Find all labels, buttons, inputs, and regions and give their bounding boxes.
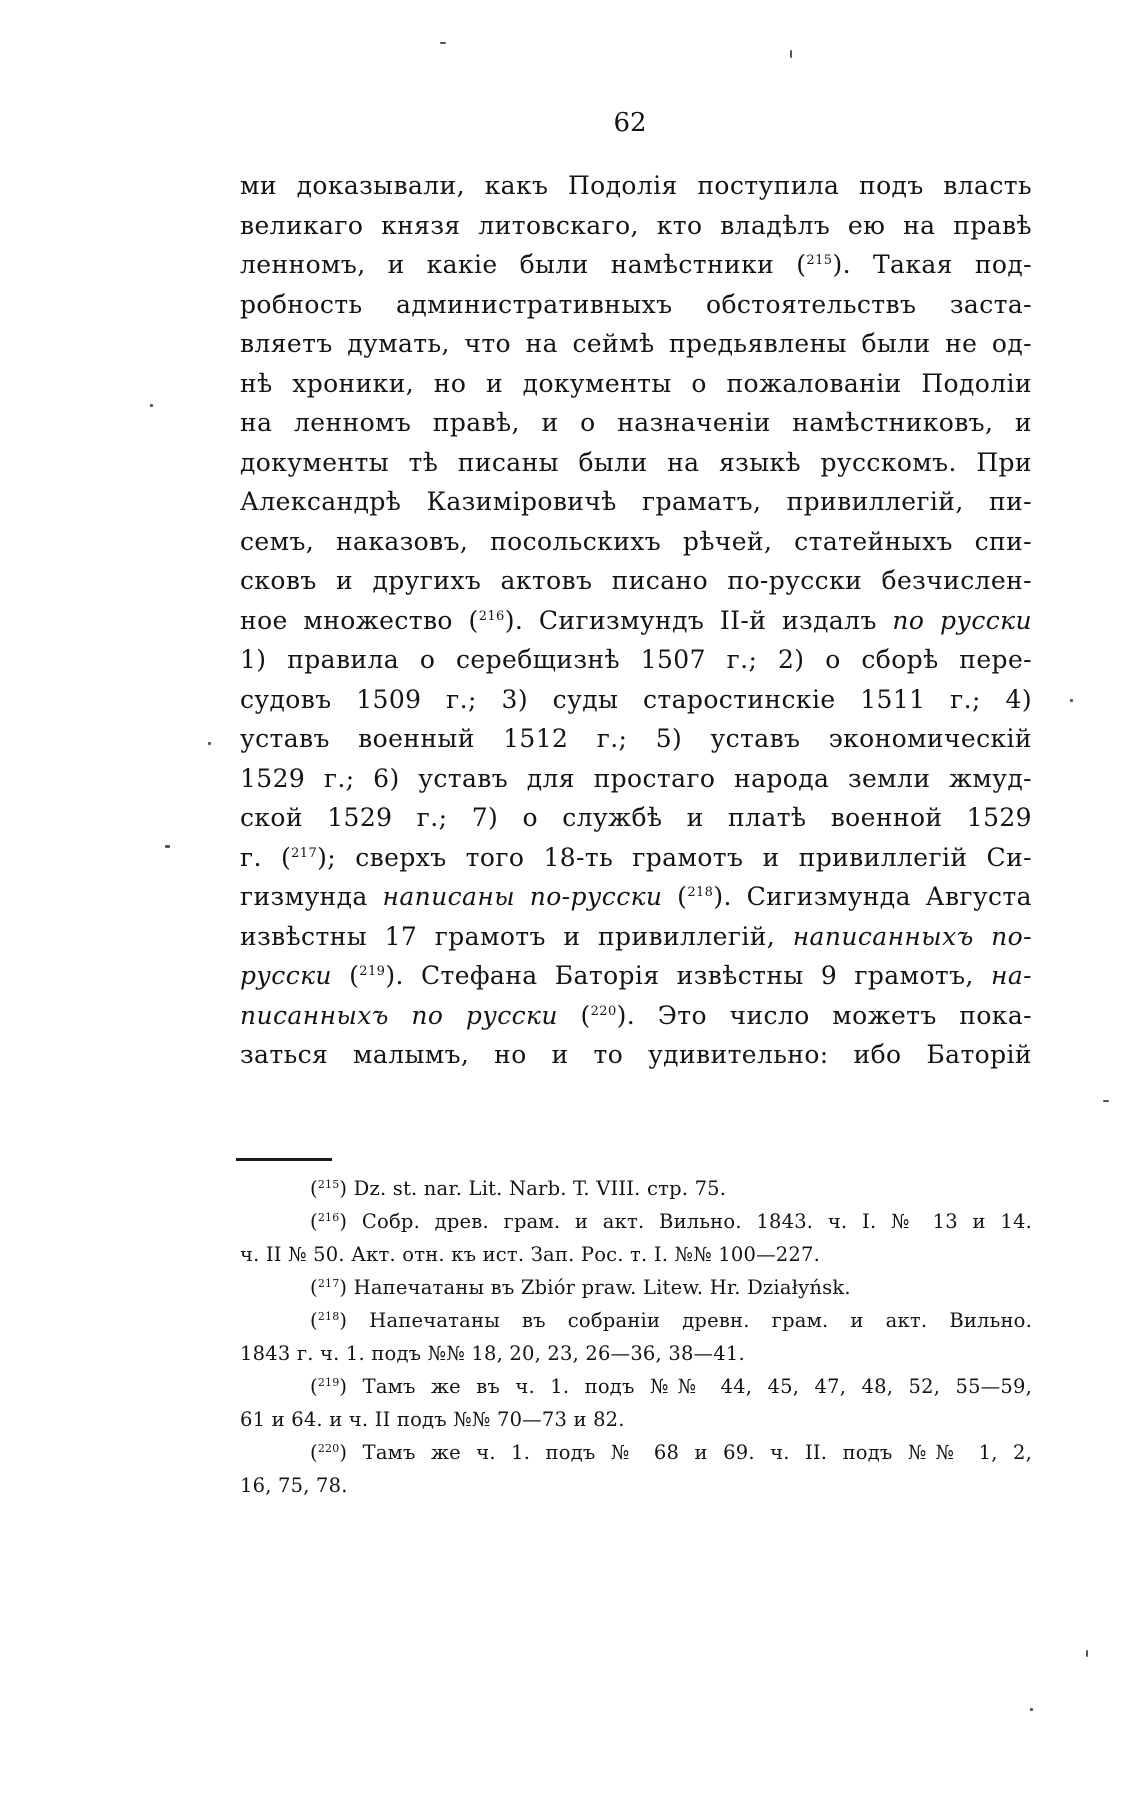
footnote-text: Dz. st. nar. Lit. Narb. T. VIII. стр. 75. xyxy=(353,1177,727,1200)
text-segment: ( xyxy=(557,1000,591,1030)
footnote-number: 219 xyxy=(317,1376,340,1389)
text-segment: ). Сигизмундъ II-й издалъ xyxy=(504,605,893,635)
text-segment: г. ( xyxy=(240,842,292,872)
print-speck xyxy=(440,42,446,44)
text-line xyxy=(240,719,1032,759)
text-line xyxy=(240,364,1032,404)
print-speck xyxy=(165,845,170,848)
footnote-bracket: ) xyxy=(339,1210,362,1233)
print-speck xyxy=(150,404,153,407)
footnote-bracket: ) xyxy=(339,1276,354,1299)
footnote-text: Тамъ же въ ч. 1. подъ №№ 44, 45, 47, 48, 52, 55—59, xyxy=(362,1375,1032,1398)
italic-text: по русски xyxy=(892,605,1032,635)
text-line xyxy=(240,640,1032,680)
text-segment: 1529 г.; 6) уставъ для простаго народа земли жмуд- xyxy=(240,763,1032,793)
text-line xyxy=(240,956,1032,996)
footnote-line xyxy=(240,1304,1032,1337)
footnote-reference: 217 xyxy=(291,845,318,861)
text-segment: ( xyxy=(662,882,688,911)
text-segment: ное множество ( xyxy=(240,605,479,635)
footnote-reference: 216 xyxy=(478,608,505,624)
text-segment: робность административныхъ обстоятельствъ заста- xyxy=(240,289,1032,319)
footnote-text: Собр. древ. грам. и акт. Вильно. 1843. ч. I. № 13 и 14. xyxy=(361,1210,1032,1233)
footnote-bracket: ( xyxy=(310,1309,318,1332)
footnote-bracket: ( xyxy=(310,1441,318,1464)
footnote-text: Напечатаны въ Zbiór praw. Litew. Hr. Działyńsk. xyxy=(353,1276,851,1299)
footnote-text: 61 и 64. и ч. II подъ №№ 70—73 и 82. xyxy=(240,1408,625,1431)
text-segment: сковъ и другихъ актовъ писано по-русски безчислен- xyxy=(240,566,1032,595)
italic-text: написаны по-русски xyxy=(382,882,663,911)
text-line xyxy=(240,838,1032,878)
text-line xyxy=(240,917,1032,957)
footnote-bracket: ( xyxy=(310,1210,318,1233)
text-line xyxy=(240,561,1032,601)
footnote-bracket: ( xyxy=(310,1177,318,1200)
footnote-reference: 219 xyxy=(359,964,386,979)
footnote-line xyxy=(240,1271,1032,1304)
footnotes xyxy=(240,1172,1032,1502)
footnote-text: ч. II № 50. Акт. отн. къ ист. Зап. Рос. т. I. №№ 100—227. xyxy=(240,1243,820,1266)
print-speck xyxy=(208,742,211,745)
italic-text: писанныхъ по русски xyxy=(240,1000,558,1030)
text-segment: ской 1529 г.; 7) о службѣ и платѣ военной 1529 xyxy=(240,803,1032,832)
text-line xyxy=(240,285,1032,325)
footnote-line xyxy=(240,1337,1032,1370)
print-speck xyxy=(1030,1708,1033,1711)
footnote-number: 216 xyxy=(317,1211,340,1224)
footnote-bracket: ) xyxy=(339,1375,363,1398)
footnote-line xyxy=(240,1370,1032,1403)
text-segment: извѣстны 17 грамотъ и привиллегій, xyxy=(240,921,793,951)
text-line xyxy=(240,877,1032,917)
text-segment: судовъ 1509 г.; 3) суды старостинскіе 1511 г.; 4) xyxy=(240,684,1032,714)
footnote-reference: 220 xyxy=(590,1003,617,1019)
text-segment: ). Стефана Баторія извѣстны 9 грамотъ, xyxy=(385,961,991,990)
text-segment: ). Это число можетъ пока- xyxy=(616,1000,1032,1030)
text-line xyxy=(240,443,1032,483)
text-line xyxy=(240,324,1032,364)
text-segment: 1) правила о серебщизнѣ 1507 г.; 2) о сборѣ пере- xyxy=(240,645,1032,674)
italic-text: написанныхъ по- xyxy=(792,921,1032,951)
italic-text: на- xyxy=(990,961,1032,990)
footnote-line xyxy=(240,1238,1032,1271)
footnote-number: 218 xyxy=(317,1310,340,1323)
text-line xyxy=(240,166,1032,206)
text-line xyxy=(240,1035,1032,1075)
text-line xyxy=(240,601,1032,641)
text-line xyxy=(240,245,1032,285)
footnote-line xyxy=(240,1403,1032,1436)
text-segment: Александрѣ Казиміровичѣ граматъ, привиллегій, пи- xyxy=(240,487,1032,516)
footnote-line xyxy=(240,1172,1032,1205)
footnote-bracket: ) xyxy=(339,1177,354,1200)
text-line xyxy=(240,522,1032,562)
text-line xyxy=(240,759,1032,799)
footnote-text: 16, 75, 78. xyxy=(240,1474,348,1497)
text-segment: великаго князя литовскаго, кто владѣлъ ею на правѣ xyxy=(240,210,1032,240)
print-speck xyxy=(1103,1100,1109,1102)
text-segment: ленномъ, и какіе были намѣстники ( xyxy=(240,250,807,279)
print-speck xyxy=(1070,699,1073,702)
text-segment: ( xyxy=(331,961,360,990)
footnote-separator xyxy=(236,1158,332,1161)
footnote-reference: 215 xyxy=(806,253,833,268)
footnote-text: 1843 г. ч. 1. подъ №№ 18, 20, 23, 26—36, 38—41. xyxy=(240,1342,745,1365)
print-speck xyxy=(1086,1650,1088,1657)
text-segment: ); сверхъ того 18-ть грамотъ и привиллегій Си- xyxy=(317,842,1032,872)
main-text xyxy=(240,166,1032,1075)
text-line xyxy=(240,482,1032,522)
footnote-text: Тамъ же ч. 1. подъ № 68 и 69. ч. II. подъ №№ 1, 2, xyxy=(362,1441,1032,1464)
footnote-text: Напечатаны въ собраніи древн. грам. и акт. Вильно. xyxy=(369,1309,1032,1332)
footnote-line xyxy=(240,1205,1032,1238)
footnote-reference: 218 xyxy=(687,885,714,900)
text-segment: гизмунда xyxy=(240,882,383,911)
text-line xyxy=(240,403,1032,443)
text-segment: нѣ хроники, но и документы о пожалованіи Подоліи xyxy=(240,368,1032,398)
text-segment: документы тѣ писаны были на языкѣ русскомъ. При xyxy=(240,447,1032,477)
footnote-number: 217 xyxy=(317,1277,340,1290)
text-segment: семъ, наказовъ, посольскихъ рѣчей, статейныхъ спи- xyxy=(240,526,1032,556)
text-segment: вляетъ думать, что на сеймѣ предьявлены были не од- xyxy=(240,329,1032,358)
footnote-number: 215 xyxy=(317,1178,340,1191)
text-segment: ми доказывали, какъ Подолія поступила подъ власть xyxy=(240,171,1032,200)
footnote-line xyxy=(240,1436,1032,1469)
footnote-number: 220 xyxy=(317,1442,340,1455)
text-line xyxy=(240,798,1032,838)
footnote-line xyxy=(240,1469,1032,1502)
text-line xyxy=(240,206,1032,246)
footnote-bracket: ( xyxy=(310,1375,318,1398)
footnote-bracket: ) xyxy=(339,1309,370,1332)
text-line xyxy=(240,680,1032,720)
text-segment: уставъ военный 1512 г.; 5) уставъ экономическій xyxy=(240,724,1032,753)
text-segment: заться малымъ, но и то удивительно: ибо Баторій xyxy=(240,1040,1032,1069)
text-segment: на ленномъ правѣ, и о назначеніи намѣстниковъ, и xyxy=(240,408,1032,437)
footnote-bracket: ) xyxy=(339,1441,363,1464)
page-number: 62 xyxy=(613,108,647,138)
print-speck xyxy=(790,50,792,58)
italic-text: русски xyxy=(240,961,332,990)
text-segment: ). Сигизмунда Августа xyxy=(713,882,1032,911)
footnote-bracket: ( xyxy=(310,1276,318,1299)
text-segment: ). Такая под- xyxy=(832,250,1033,279)
text-line xyxy=(240,996,1032,1036)
